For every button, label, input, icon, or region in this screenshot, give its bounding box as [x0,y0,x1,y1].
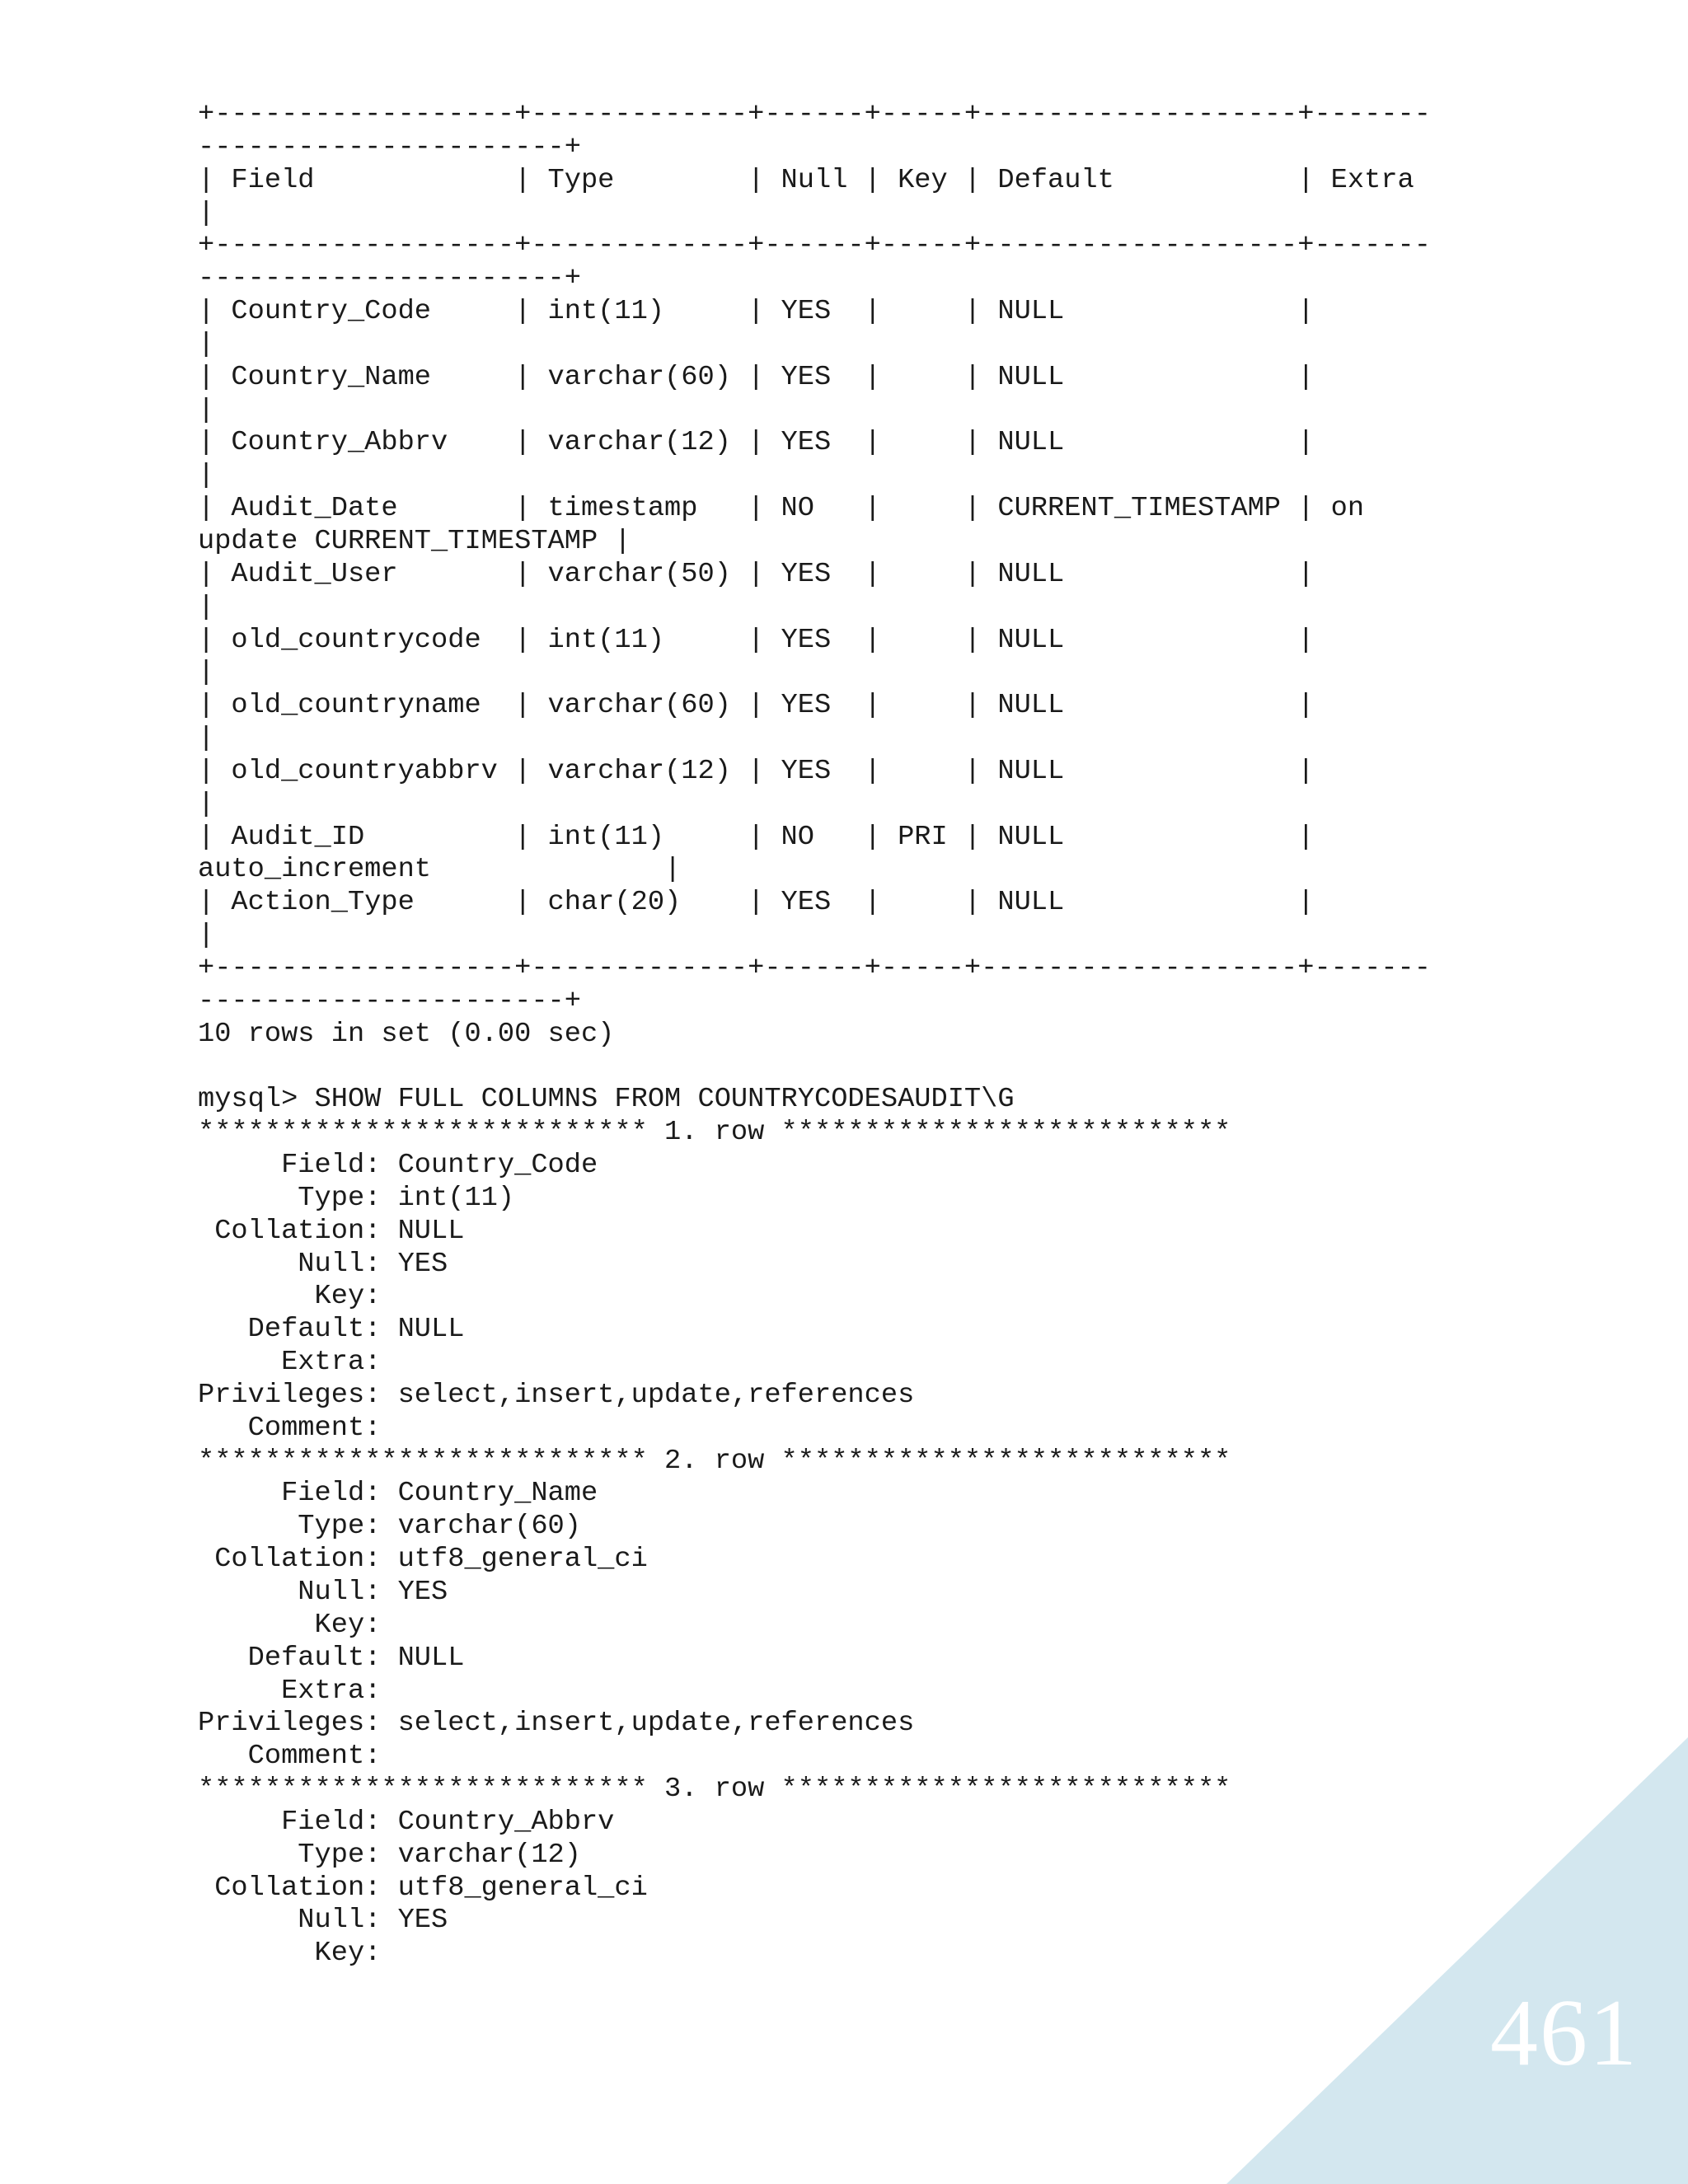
corner-decoration [1226,1737,1688,2184]
terminal-line: | old_countryabbrv | varchar(12) | YES | | NULL | [198,755,1315,787]
terminal-line: *************************** 3. row *************************** [198,1774,1231,1806]
terminal-line: Extra: [198,1675,398,1707]
terminal-line: | [198,723,215,755]
terminal-line: | Country_Code | int(11) | YES | | NULL | [198,296,1315,328]
terminal-line: | [198,657,215,689]
terminal-line: | Action_Type | char(20) | YES | | NULL | [198,887,1315,919]
terminal-line: Null: YES [198,1905,448,1937]
terminal-line: | [198,394,215,426]
terminal-line: | Audit_Date | timestamp | NO | | CURRENT_TIMESTAMP | on [198,493,1365,525]
terminal-line: | [198,197,215,229]
terminal-line: Collation: NULL [198,1215,465,1247]
terminal-line: +------------------+-------------+------+-----+-------------------+------- [198,952,1431,984]
terminal-line: | Audit_User | varchar(50) | YES | | NULL | [198,558,1315,590]
terminal-line: *************************** 2. row *************************** [198,1445,1231,1477]
terminal-line: Type: varchar(60) [198,1511,581,1543]
terminal-line: | Country_Abbrv | varchar(12) | YES | | NULL | [198,427,1315,459]
terminal-line: Field: Country_Code [198,1150,598,1181]
terminal-line: Key: [198,1281,398,1313]
terminal-line: Comment: [198,1412,398,1444]
terminal-line: ----------------------+ [198,985,581,1017]
terminal-line: Privileges: select,insert,update,references [198,1379,915,1411]
terminal-line: Privileges: select,insert,update,references [198,1708,915,1740]
terminal-line: Collation: utf8_general_ci [198,1544,648,1576]
terminal-line: | old_countryname | varchar(60) | YES | | NULL | [198,690,1315,722]
terminal-line: 10 rows in set (0.00 sec) [198,1018,615,1050]
terminal-line: | [198,460,215,492]
terminal-output [198,99,1431,1971]
terminal-line: | Audit_ID | int(11) | NO | PRI | NULL | [198,821,1315,853]
terminal-line: Field: Country_Name [198,1478,598,1510]
terminal-line: | [198,591,215,623]
terminal-line [198,1051,1431,1084]
terminal-line: ----------------------+ [198,131,581,163]
terminal-line: Collation: utf8_general_ci [198,1872,648,1904]
corner-triangle [1226,1737,1688,2184]
terminal-line: *************************** 1. row *************************** [198,1117,1231,1149]
page-number: 461 [1490,1980,1639,2086]
terminal-line: mysql> SHOW FULL COLUMNS FROM COUNTRYCODESAUDIT\G [198,1084,1015,1116]
terminal-line: Type: int(11) [198,1182,515,1214]
terminal-line: | [198,788,215,820]
terminal-line: +------------------+-------------+------+-----+-------------------+------- [198,230,1431,262]
terminal-line: Extra: [198,1347,398,1379]
terminal-line: | old_countrycode | int(11) | YES | | NULL | [198,624,1315,656]
terminal-line: Type: varchar(12) [198,1839,581,1871]
terminal-line: Default: NULL [198,1642,465,1674]
terminal-line: auto_increment | [198,854,682,886]
terminal-line: +------------------+-------------+------+-----+-------------------+------- [198,99,1431,130]
terminal-line: | [198,920,215,952]
terminal-line: ----------------------+ [198,263,581,295]
terminal-line: Null: YES [198,1576,448,1608]
terminal-line: Key: [198,1938,398,1970]
terminal-line: Null: YES [198,1248,448,1280]
terminal-line: Default: NULL [198,1314,465,1346]
terminal-line: | Field | Type | Null | Key | Default | Extra [198,164,1414,196]
terminal-line: Field: Country_Abbrv [198,1806,615,1838]
terminal-line: update CURRENT_TIMESTAMP | [198,525,631,557]
terminal-line: Comment: [198,1741,398,1773]
terminal-line: Key: [198,1609,398,1641]
terminal-line: | Country_Name | varchar(60) | YES | | NULL | [198,361,1315,393]
terminal-line: | [198,328,215,360]
